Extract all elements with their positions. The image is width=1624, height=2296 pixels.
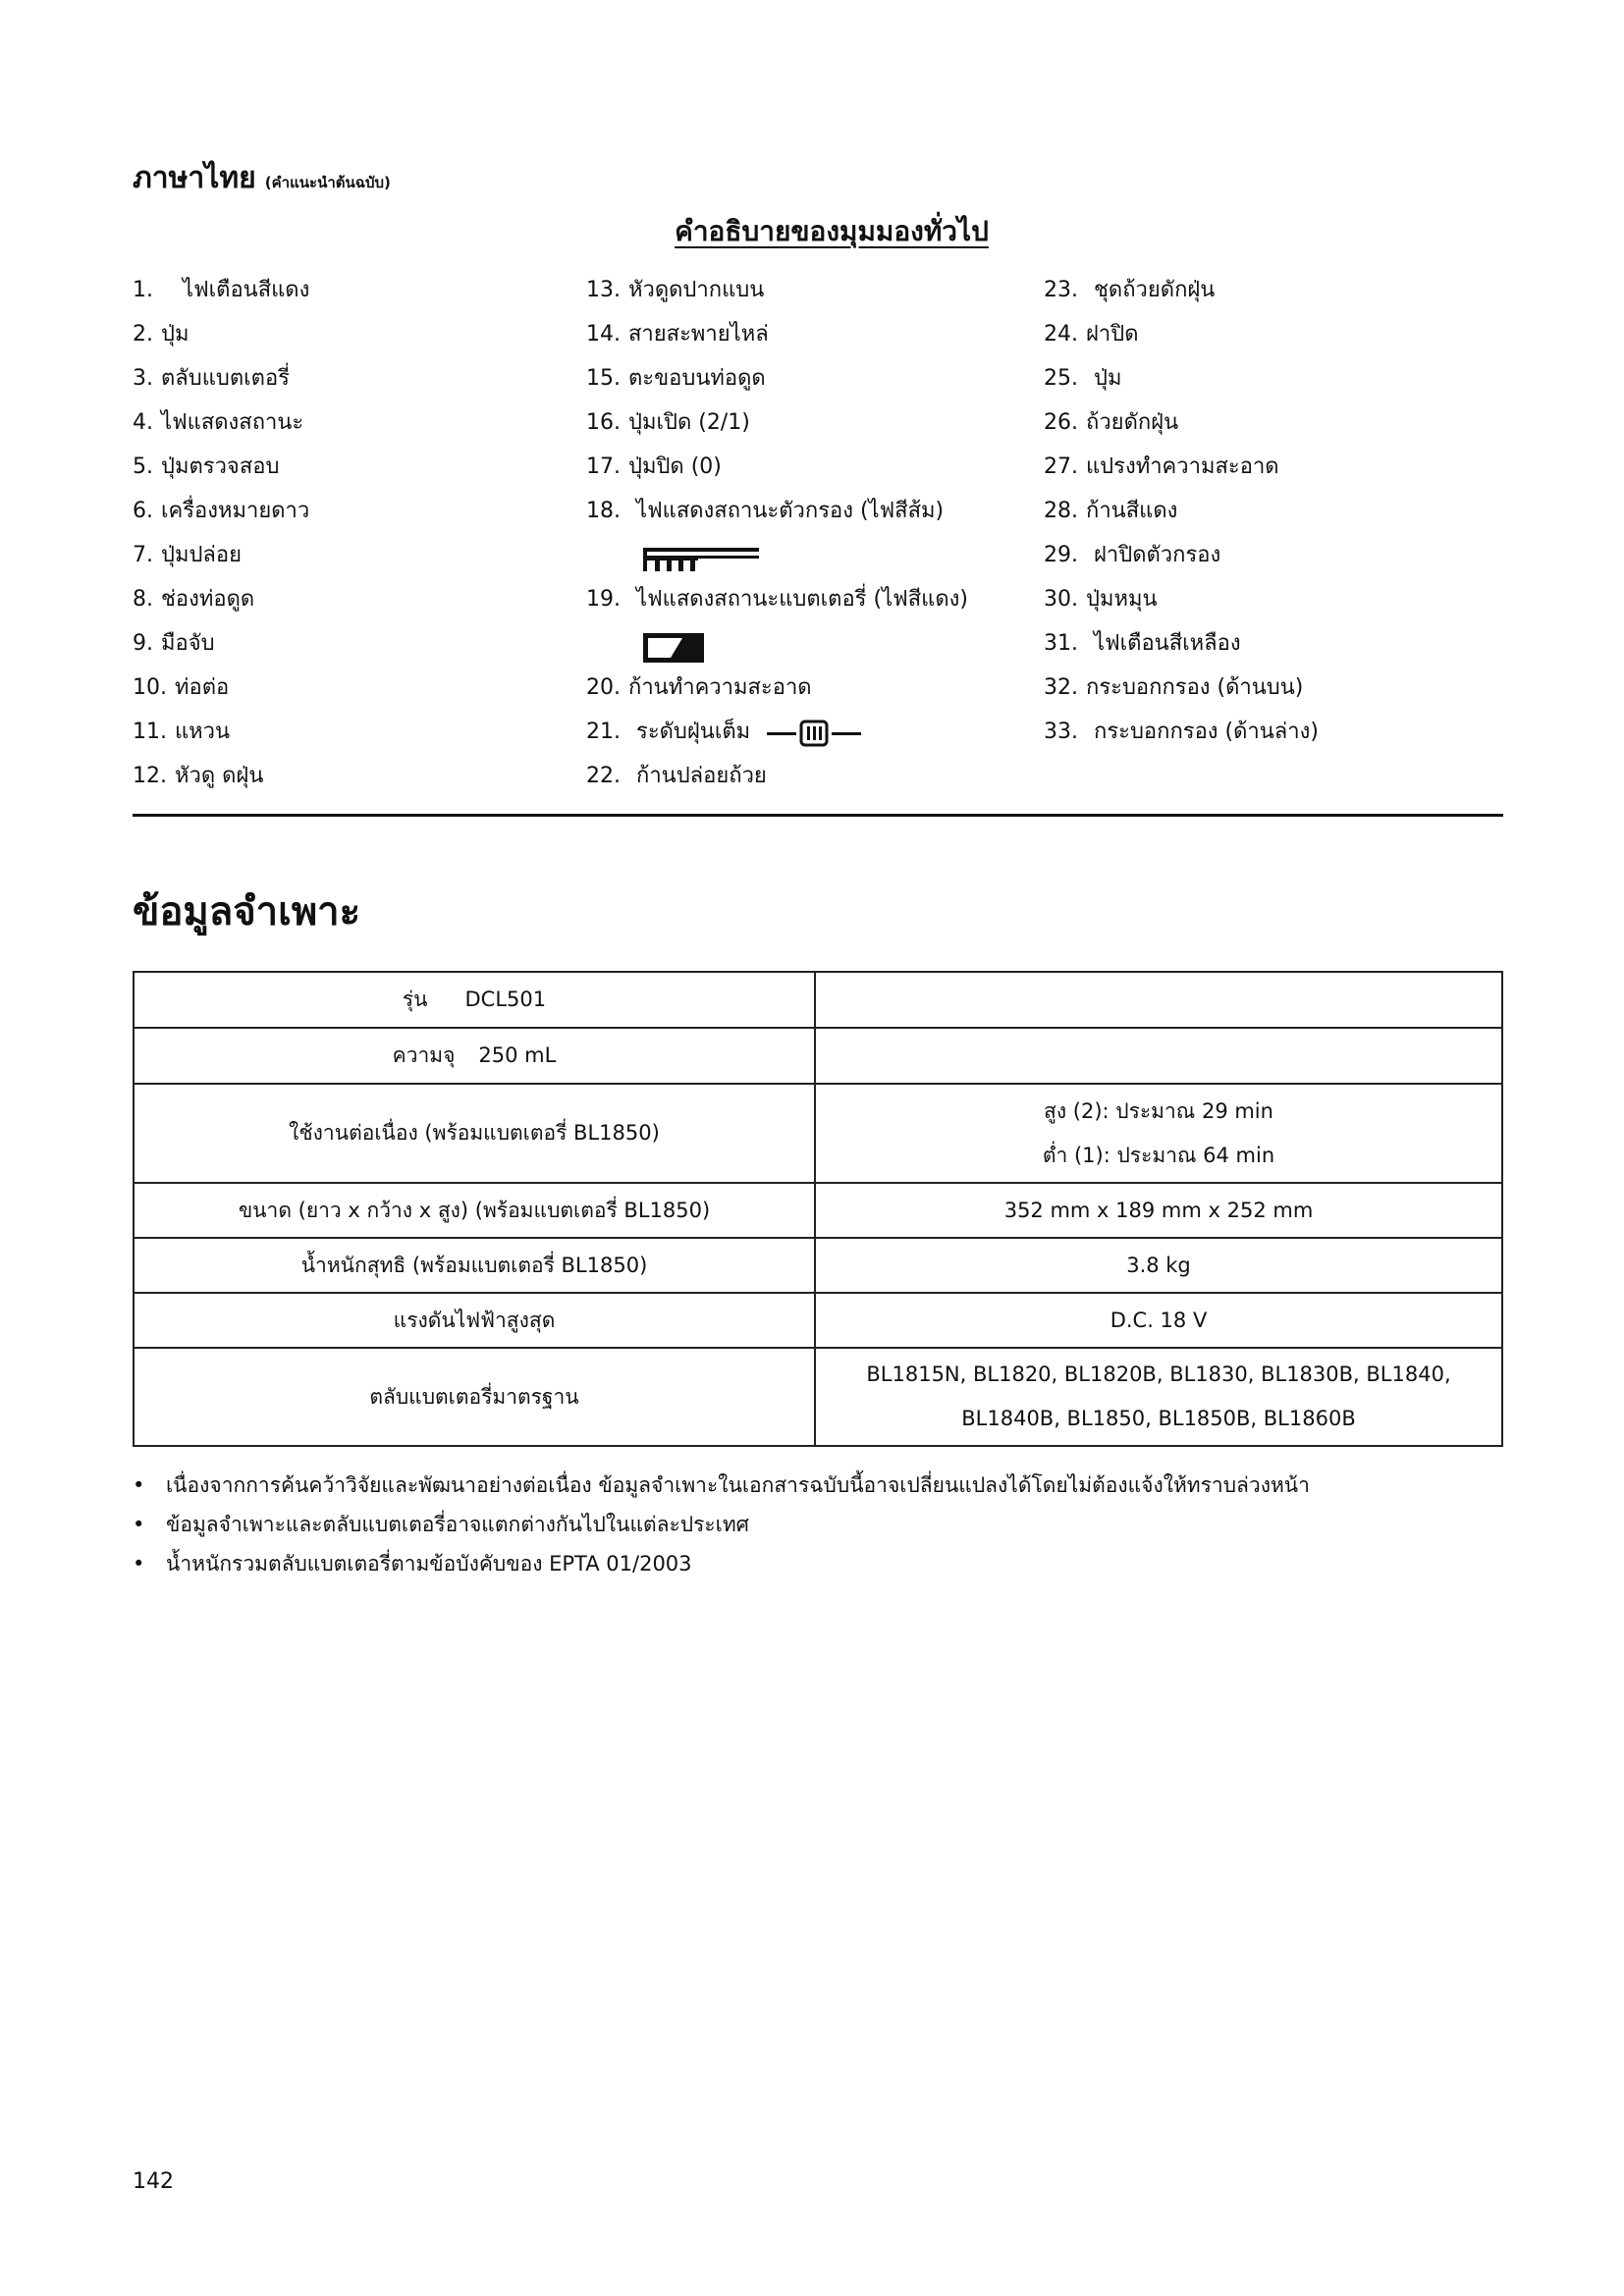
page-number: 142 — [133, 2169, 174, 2194]
spec-value — [815, 1028, 1502, 1084]
part-item: 19. ไฟแสดงสถานะแบตเตอรี่ (ไฟสีแดง) — [586, 587, 968, 612]
specifications-table — [133, 971, 1503, 1447]
part-item: 31. ไฟเตือนสีเหลือง — [1044, 631, 1241, 656]
spec-value: 352 mm x 189 mm x 252 mm — [815, 1183, 1502, 1238]
section-divider — [133, 814, 1503, 817]
parts-column-2 — [586, 272, 1038, 802]
part-item: 21. ระดับฝุ่นเต็ม — [586, 714, 1038, 758]
parts-column-1 — [133, 272, 574, 802]
table-row — [134, 1348, 1502, 1446]
part-item: 7. ปุ่มปล่อย — [133, 543, 243, 567]
part-item: 14. สายสะพายไหล่ — [586, 322, 769, 347]
table-row — [134, 1293, 1502, 1348]
table-row — [134, 1183, 1502, 1238]
part-item: 32. กระบอกกรอง (ด้านบน) — [1044, 675, 1304, 700]
language-header — [133, 155, 391, 201]
spec-value: D.C. 18 V — [815, 1293, 1502, 1348]
part-item: 11. แหวน — [133, 720, 231, 744]
part-item: 2. ปุ่ม — [133, 322, 189, 347]
part-item: 28. ก้านสีแดง — [1044, 499, 1178, 523]
spec-value: BL1815N, BL1820, BL1820B, BL1830, BL1830B, BL1840, BL1840B, BL1850, BL1850B, BL1860B — [815, 1348, 1502, 1446]
part-item: 15. ตะขอบนท่อดูด — [586, 366, 766, 391]
spec-value: 3.8 kg — [815, 1238, 1502, 1293]
spec-value: สูง (2): ประมาณ 29 min ต่ำ (1): ประมาณ 64 min — [815, 1084, 1502, 1183]
spec-label: ใช้งานต่อเนื่อง (พร้อมแบตเตอรี่ BL1850) — [134, 1084, 815, 1183]
part-item: 12. หัวดู ดฝุ่น — [133, 764, 264, 788]
part-item: 17. ปุ่มปิด (0) — [586, 454, 722, 479]
part-item: 33. กระบอกกรอง (ด้านล่าง) — [1044, 720, 1319, 744]
spec-label: แรงดันไฟฟ้าสูงสุด — [134, 1293, 815, 1348]
spec-label: น้ำหนักสุทธิ (พร้อมแบตเตอรี่ BL1850) — [134, 1238, 815, 1293]
table-row — [134, 1084, 1502, 1183]
parts-column-3 — [1044, 272, 1495, 758]
part-item: 10. ท่อต่อ — [133, 675, 230, 700]
part-item: 4. ไฟแสดงสถานะ — [133, 410, 304, 435]
part-item: 8. ช่องท่อดูด — [133, 587, 255, 612]
part-item: 26. ถ้วยดักฝุ่น — [1044, 410, 1179, 435]
list-item: • น้ำหนักรวมตลับแบตเตอรี่ตามข้อบังคับของ EPTA 01/2003 — [133, 1552, 692, 1575]
dust-level-icon — [767, 718, 863, 747]
part-item: 29. ฝาปิดตัวกรอง — [1044, 543, 1221, 567]
general-view-title: คำอธิบายของมุมมองทั่วไป — [675, 215, 989, 247]
list-item: • เนื่องจากการค้นคว้าวิจัยและพัฒนาอย่างต่อเนื่อง ข้อมูลจำเพาะในเอกสารฉบับนี้อาจเปลี่ยนแปลงได้โดยไม่ต้องแจ้งให้ทราบล่วงหน้า — [133, 1473, 1310, 1497]
part-item: 3. ตลับแบตเตอรี่ — [133, 366, 291, 391]
notes-list — [133, 1466, 1527, 1583]
part-item: 6. เครื่องหมายดาว — [133, 499, 310, 523]
battery-indicator-icon — [586, 625, 1038, 669]
table-row — [134, 1028, 1502, 1084]
part-item: 22. ก้านปล่อยถ้วย — [586, 764, 767, 788]
part-item: 23. ชุดถ้วยดักฝุ่น — [1044, 278, 1216, 302]
part-item: 1. ไฟเตือนสีแดง — [133, 278, 310, 302]
spec-label: รุ่น DCL501 — [134, 972, 815, 1028]
part-item: 18. ไฟแสดงสถานะตัวกรอง (ไฟสีส้ม) — [586, 499, 945, 523]
filter-indicator-icon — [586, 537, 1038, 581]
part-item: 27. แปรงทำความสะอาด — [1044, 454, 1279, 479]
part-item: 16. ปุ่มเปิด (2/1) — [586, 410, 750, 435]
part-item: 24. ฝาปิด — [1044, 322, 1139, 347]
language-title: ภาษาไทย — [133, 161, 256, 195]
language-note: (คำแนะนำต้นฉบับ) — [264, 174, 391, 191]
part-item: 5. ปุ่มตรวจสอบ — [133, 454, 280, 479]
table-row — [134, 972, 1502, 1028]
list-item: • ข้อมูลจำเพาะและตลับแบตเตอรี่อาจแตกต่างกันไปในแต่ละประเทศ — [133, 1513, 750, 1536]
spec-value — [815, 972, 1502, 1028]
part-item: 20. ก้านทำความสะอาด — [586, 675, 812, 700]
part-item: 25. ปุ่ม — [1044, 366, 1122, 391]
part-item: 13. หัวดูดปากแบน — [586, 278, 765, 302]
table-row — [134, 1238, 1502, 1293]
part-item: 9. มือจับ — [133, 631, 215, 656]
specifications-title: ข้อมูลจำเพาะ — [133, 889, 361, 934]
spec-label: ขนาด (ยาว x กว้าง x สูง) (พร้อมแบตเตอรี่ BL1850) — [134, 1183, 815, 1238]
spec-label: ตลับแบตเตอรี่มาตรฐาน — [134, 1348, 815, 1446]
spec-label: ความจุ 250 mL — [134, 1028, 815, 1084]
part-item: 30. ปุ่มหมุน — [1044, 587, 1158, 612]
